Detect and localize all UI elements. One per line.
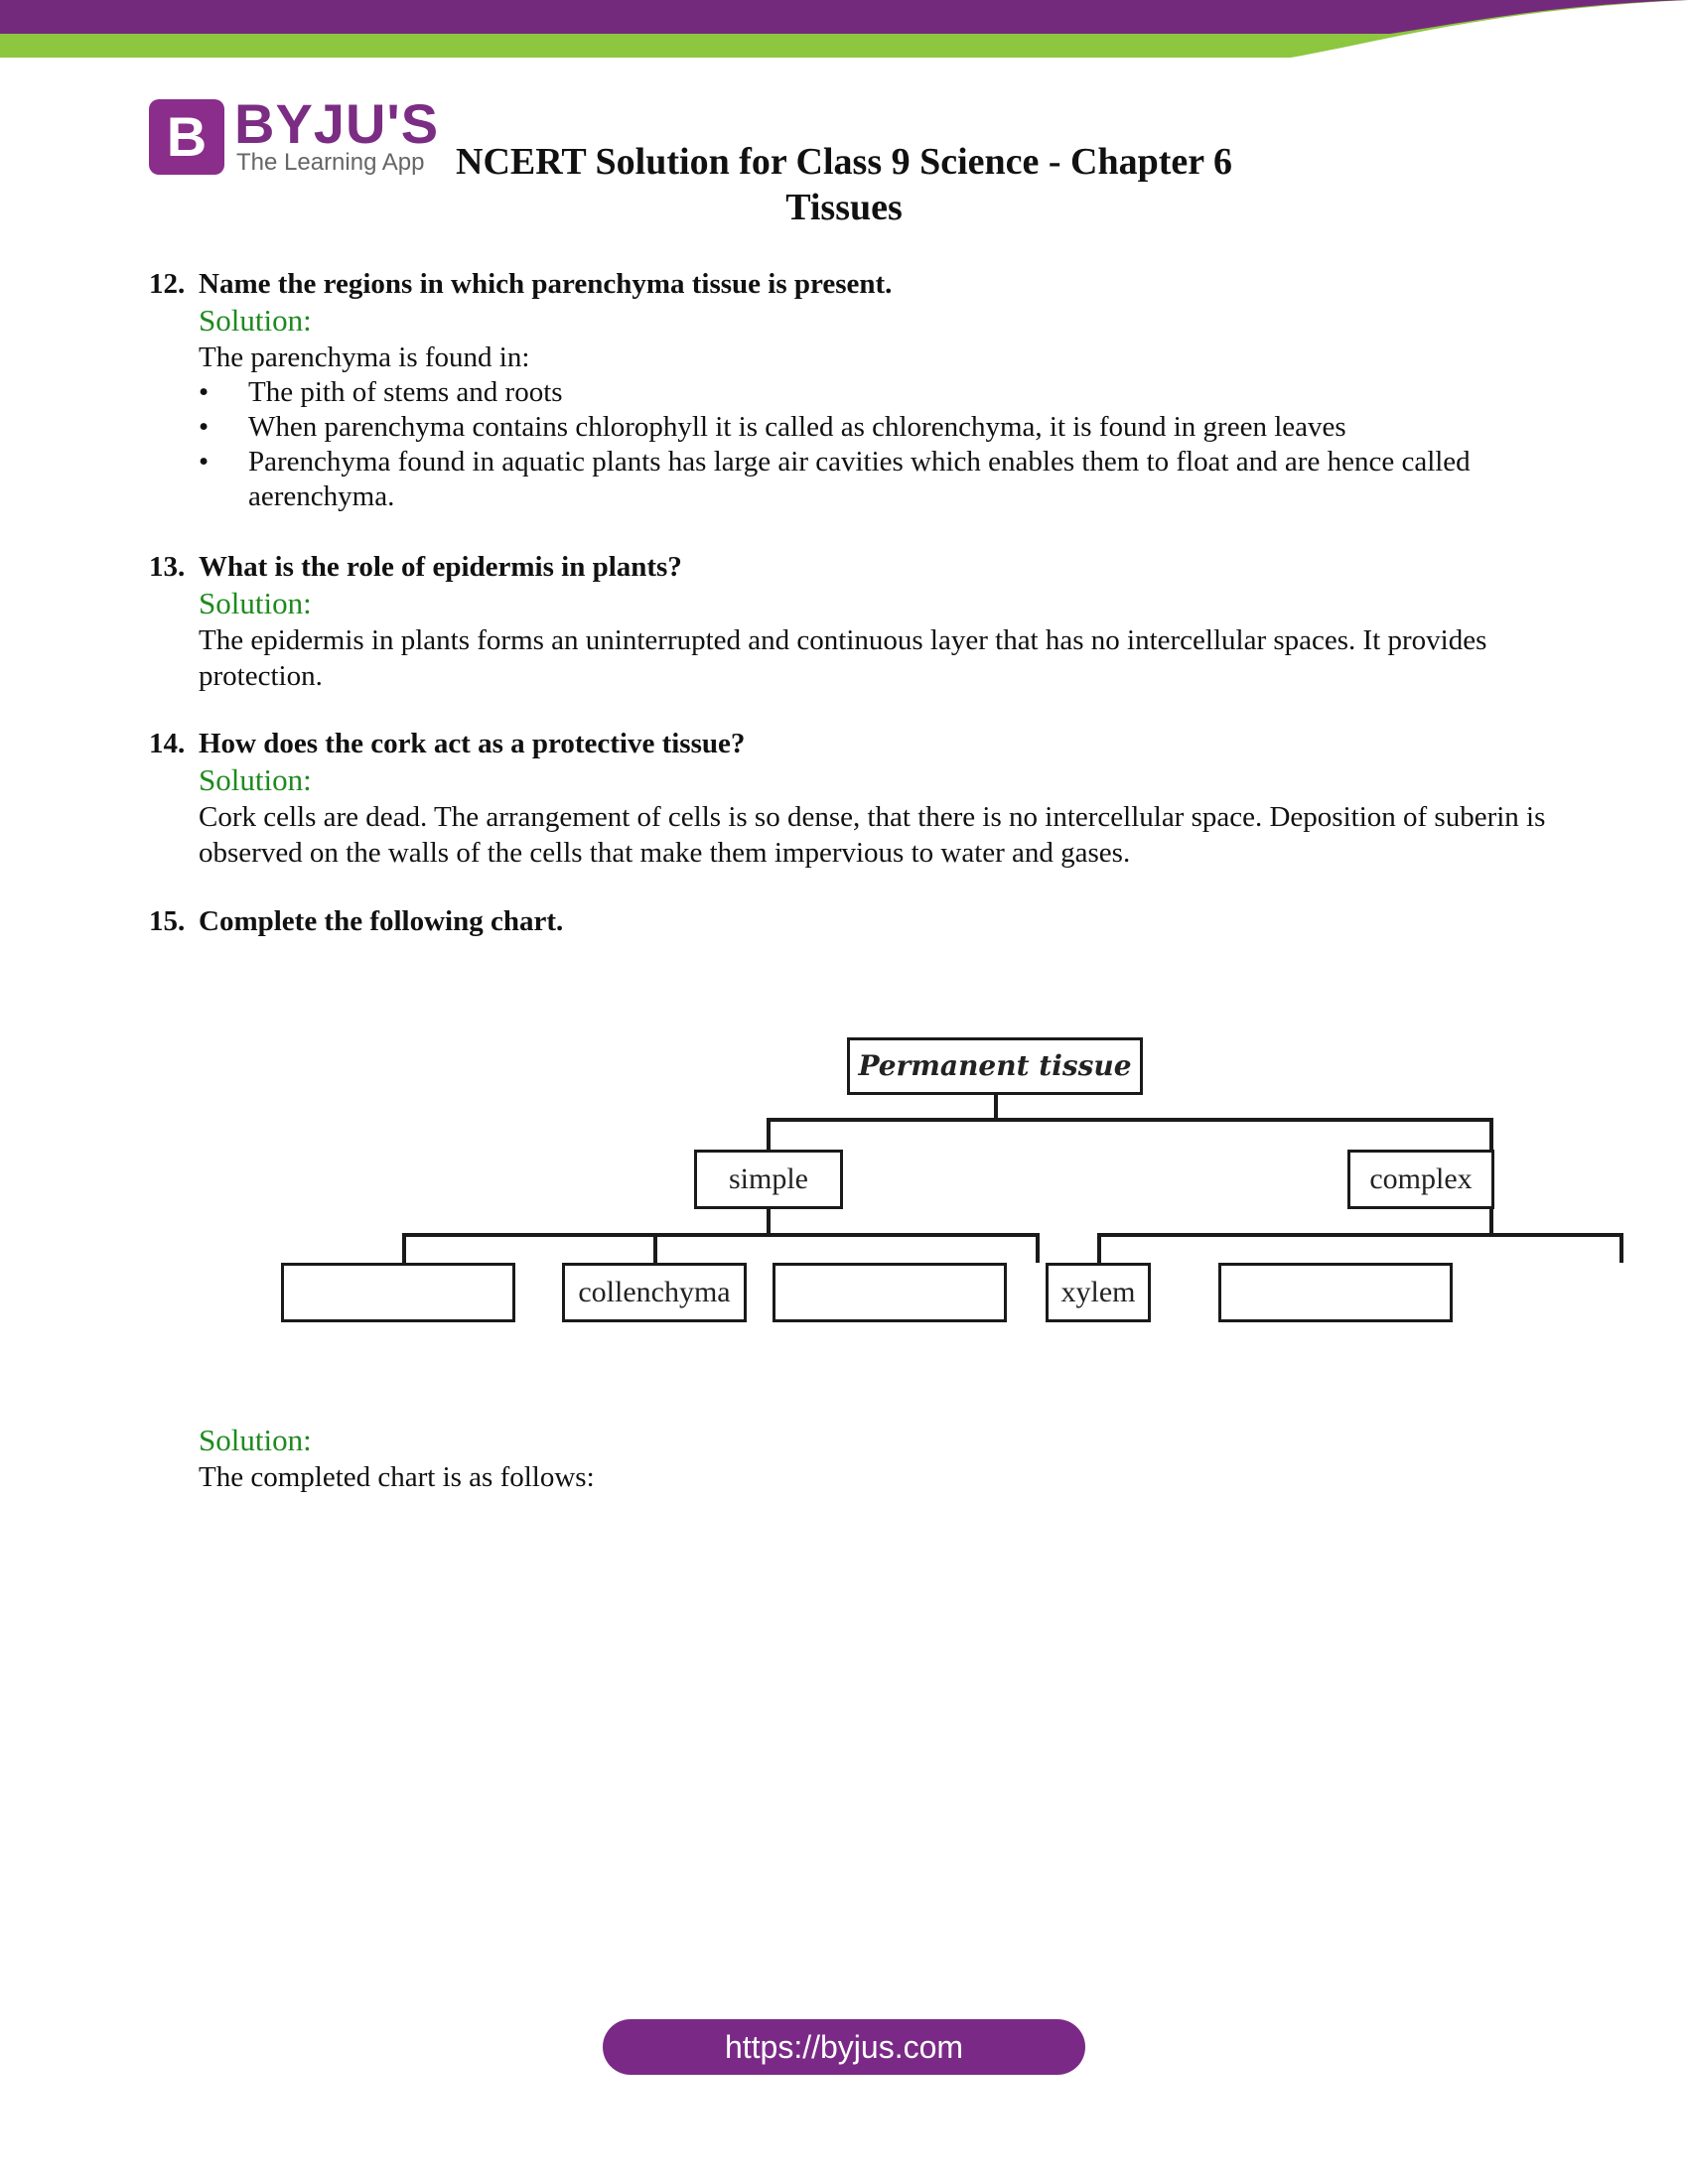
logo-name: BYJU'S — [234, 92, 440, 155]
question-13 — [149, 551, 682, 584]
bullet-item: • Parenchyma found in aquatic plants has large air cavities which enables them to float and are hence called aerenchyma. — [199, 445, 1549, 514]
connector-line — [402, 1233, 406, 1263]
connector-line — [402, 1233, 1040, 1237]
chart-node-root: Permanent tissue — [847, 1037, 1143, 1095]
question-14 — [149, 728, 745, 760]
chart-node-xylem: xylem — [1046, 1263, 1151, 1322]
connector-line — [767, 1118, 771, 1150]
title-line-2: Tissues — [785, 187, 903, 228]
connector-line — [1097, 1233, 1101, 1263]
chart-node-collenchyma: collenchyma — [562, 1263, 747, 1322]
logo-icon — [149, 99, 224, 175]
chart-node-simple: simple — [694, 1150, 843, 1209]
solution-label: Solution: — [199, 762, 312, 797]
solution-label: Solution: — [199, 303, 312, 338]
solution-answer: Cork cells are dead. The arrangement of cells is so dense, that there is no intercellular space. Deposition of suberin is observed on the walls of the cells that make them impervious to water and gases. — [199, 801, 1546, 869]
top-banner — [0, 0, 1688, 60]
title-line-1: NCERT Solution for Class 9 Science - Chapter 6 — [456, 141, 1232, 183]
solution-intro: The parenchyma is found in: — [199, 341, 530, 373]
solution-answer: The completed chart is as follows: — [199, 1461, 595, 1493]
connector-line — [994, 1092, 998, 1120]
connector-line — [1036, 1233, 1040, 1263]
question-number: 13. — [149, 551, 186, 583]
question-text: Complete the following chart. — [199, 905, 564, 937]
question-15 — [149, 905, 563, 938]
bullet-item: • The pith of stems and roots — [199, 375, 1549, 410]
page-title — [298, 139, 1390, 230]
question-number: 12. — [149, 268, 186, 300]
solution-answer: The epidermis in plants forms an uninterrupted and continuous layer that has no intercellular spaces. It provides protection. — [199, 624, 1487, 692]
tissue-chart — [268, 1023, 1473, 1340]
question-text: What is the role of epidermis in plants? — [199, 551, 682, 583]
logo-tagline: The Learning App — [236, 149, 425, 176]
solution-bullet-list — [199, 375, 1549, 514]
connector-line — [1097, 1233, 1623, 1237]
chart-node-blank — [281, 1263, 515, 1322]
solution-label: Solution: — [199, 1423, 312, 1457]
connector-line — [1489, 1118, 1493, 1150]
chart-node-complex: complex — [1347, 1150, 1494, 1209]
logo-letter: B — [166, 105, 208, 168]
connector-line — [653, 1233, 657, 1263]
question-text: Name the regions in which parenchyma tissue is present. — [199, 268, 893, 300]
question-number: 14. — [149, 728, 186, 759]
question-text: How does the cork act as a protective tissue? — [199, 728, 746, 759]
chart-node-blank — [1218, 1263, 1453, 1322]
connector-line — [1619, 1233, 1623, 1263]
bullet-item: • When parenchyma contains chlorophyll it is called as chlorenchyma, it is found in green leaves — [199, 410, 1549, 445]
footer-url-link[interactable]: https://byjus.com — [603, 2019, 1085, 2075]
question-number: 15. — [149, 905, 186, 937]
question-12 — [149, 268, 892, 301]
connector-line — [767, 1207, 771, 1235]
connector-line — [1489, 1207, 1493, 1235]
solution-label: Solution: — [199, 586, 312, 620]
connector-line — [767, 1118, 1493, 1122]
chart-node-blank — [773, 1263, 1007, 1322]
